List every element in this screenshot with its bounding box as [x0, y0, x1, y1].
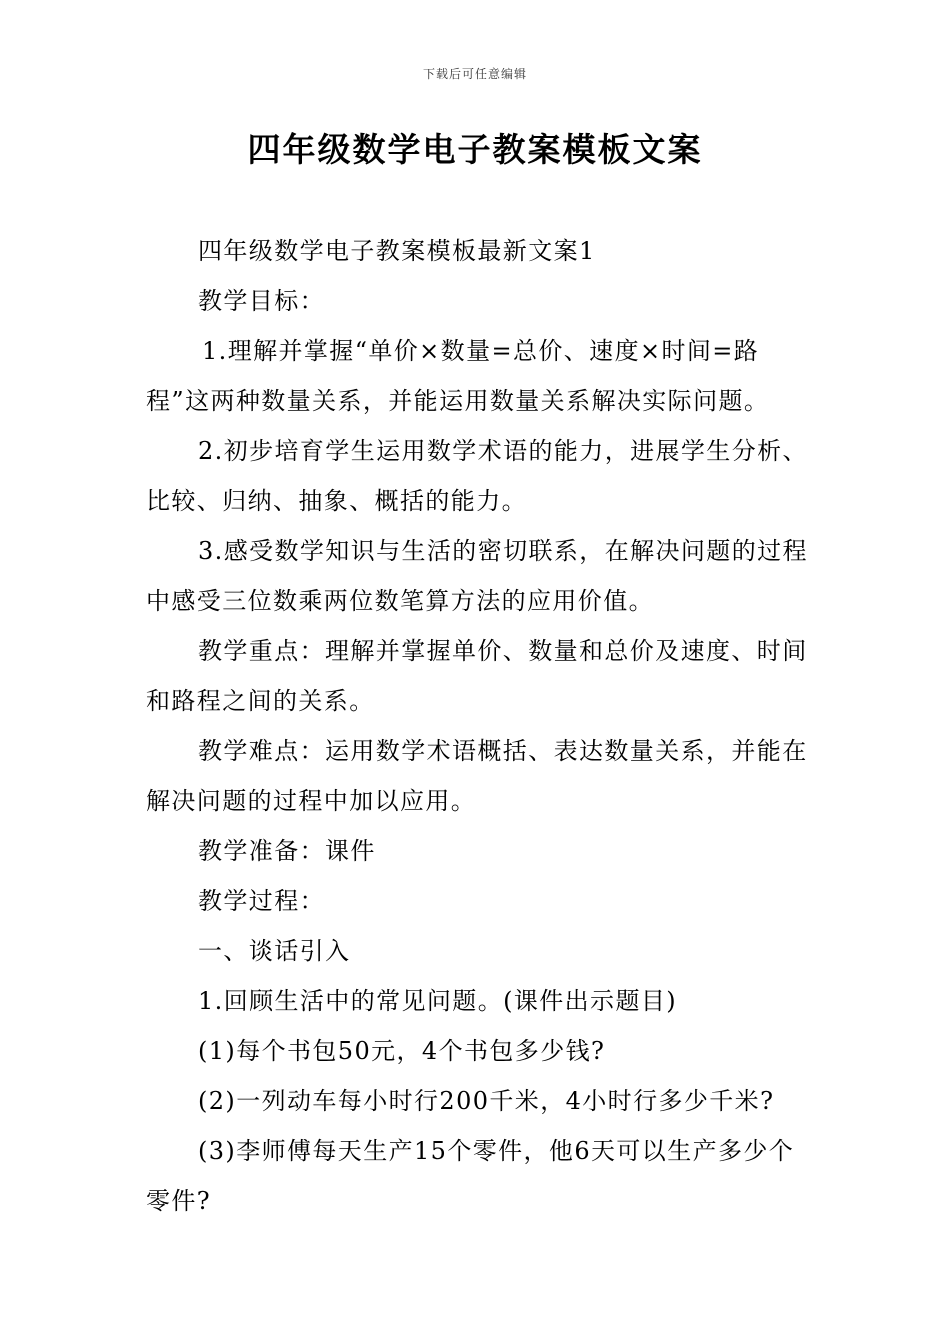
paragraph-preparation: 教学准备：课件 — [198, 837, 376, 865]
paragraph-goal-2: 2.初步培育学生运用数学术语的能力，进展学生分析、比较、归纳、抽象、概括的能力。 — [146, 437, 808, 515]
header-note: 下载后可任意编辑 — [422, 67, 527, 81]
paragraph-subtitle: 四年级数学电子教案模板最新文案1 — [198, 237, 596, 265]
paragraph-question-2: (2)一列动车每小时行200千米，4小时行多少千米? — [198, 1087, 775, 1115]
document-title: 四年级数学电子教案模板文案 — [247, 130, 703, 169]
paragraph-question-1: (1)每个书包50元，4个书包多少钱? — [198, 1037, 606, 1065]
paragraph-process-heading: 教学过程： — [198, 887, 325, 915]
paragraph-key-points: 教学重点：理解并掌握单价、数量和总价及速度、时间和路程之间的关系。 — [146, 637, 808, 715]
paragraph-goal-1: 1.理解并掌握“单价×数量=总价、速度×时间=路程”这两种数量关系，并能运用数量关系解决实际问题。 — [146, 337, 770, 415]
paragraph-goal-3: 3.感受数学知识与生活的密切联系，在解决问题的过程中感受三位数乘两位数笔算方法的应用价值。 — [146, 537, 808, 615]
paragraph-difficulties: 教学难点：运用数学术语概括、表达数量关系，并能在解决问题的过程中加以应用。 — [146, 737, 808, 815]
paragraph-question-3: (3)李师傅每天生产15个零件，他6天可以生产多少个零件? — [146, 1137, 795, 1215]
paragraph-step-1: 1.回顾生活中的常见问题。(课件出示题目) — [198, 987, 678, 1015]
document-body — [146, 226, 811, 1226]
paragraph-goals-heading: 教学目标： — [198, 287, 325, 315]
paragraph-section-1: 一、谈话引入 — [198, 937, 351, 965]
